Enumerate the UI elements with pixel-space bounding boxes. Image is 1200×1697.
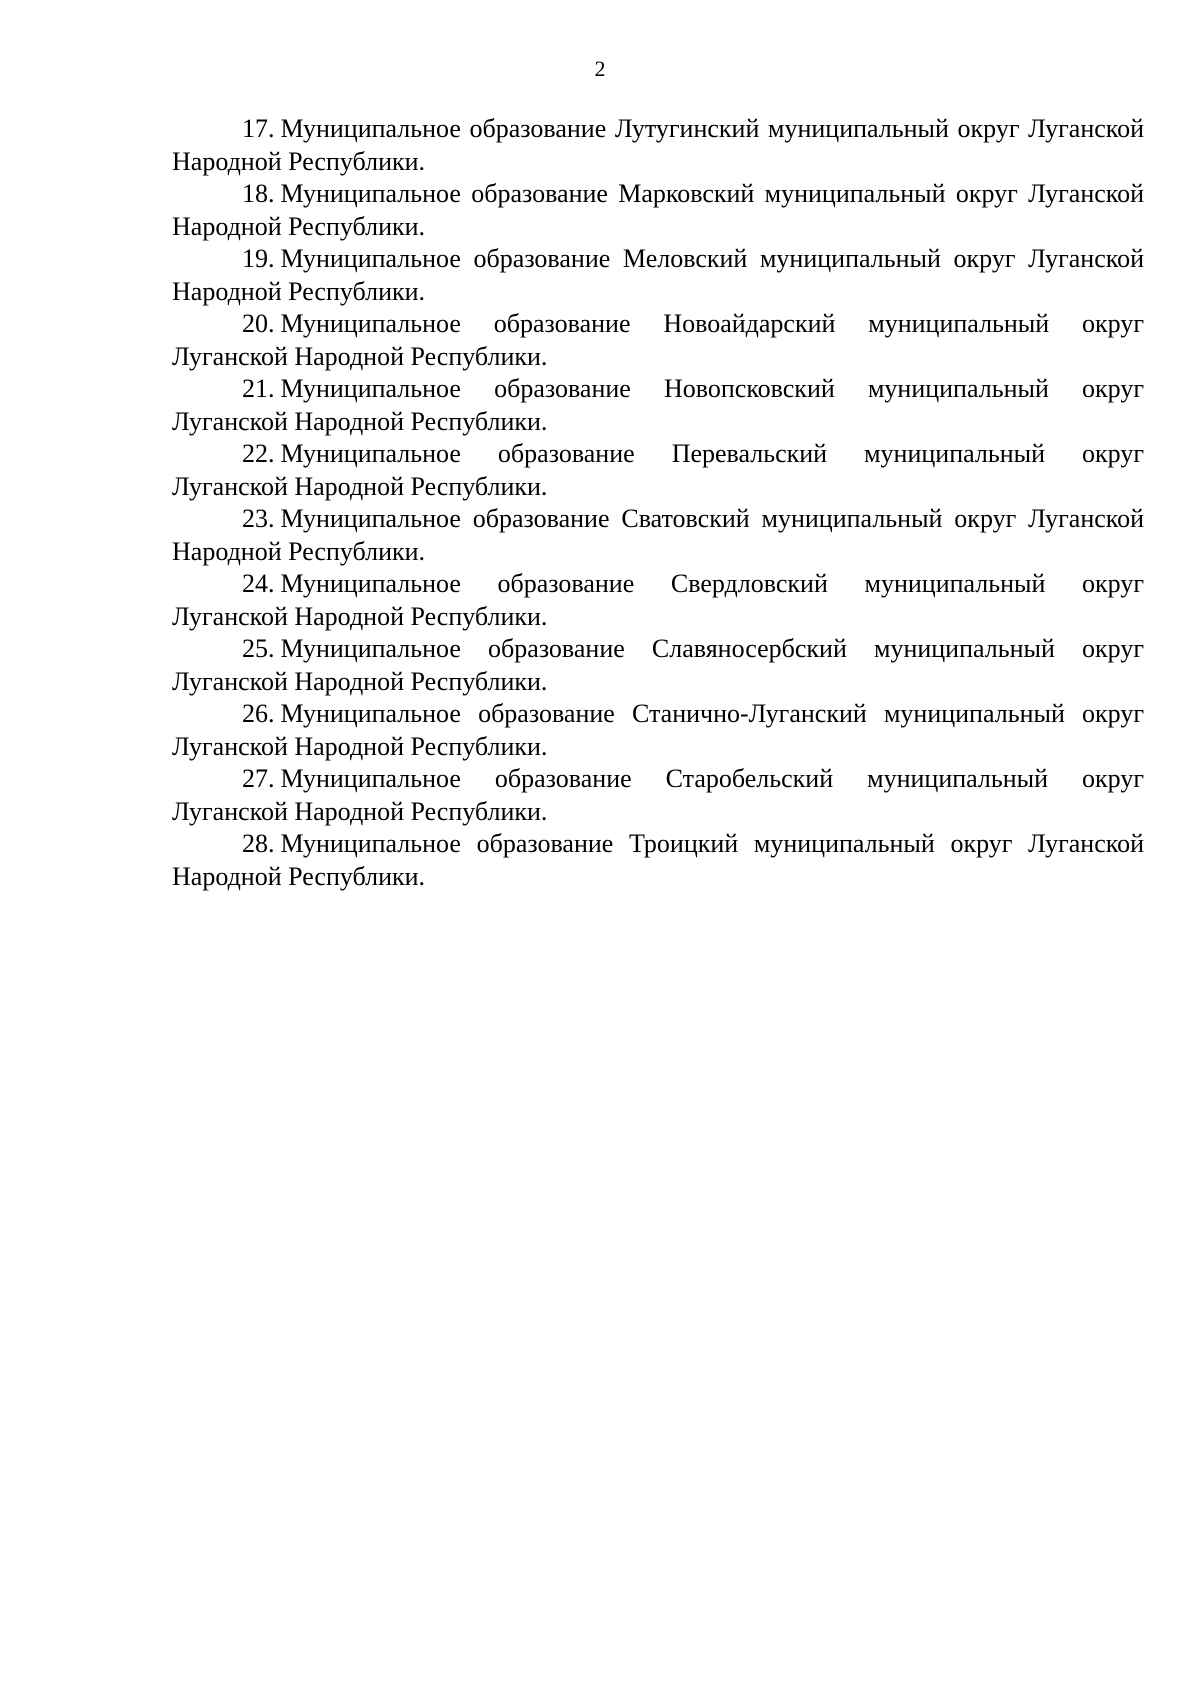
item-text: Муниципальное образование Славяносербский муниципальный округ Луганской Народной Республики.	[172, 634, 1144, 696]
list-item	[172, 763, 1144, 828]
item-text: Муниципальное образование Новоайдарский муниципальный округ Луганской Народной Республики.	[172, 309, 1144, 371]
item-number: 19.	[242, 244, 275, 273]
item-number: 20.	[242, 309, 275, 338]
item-text: Муниципальное образование Новопсковский муниципальный округ Луганской Народной Республики.	[172, 374, 1144, 436]
list-item	[172, 568, 1144, 633]
item-text: Муниципальное образование Меловский муниципальный округ Луганской Народной Республики.	[172, 244, 1144, 306]
page-number: 2	[594, 56, 606, 81]
item-text: Муниципальное образование Марковский муниципальный округ Луганской Народной Республики.	[172, 179, 1144, 241]
list-item	[172, 828, 1144, 893]
list-item	[172, 633, 1144, 698]
item-number: 28.	[242, 829, 275, 858]
item-text: Муниципальное образование Перевальский муниципальный округ Луганской Народной Республики.	[172, 439, 1144, 501]
item-text: Муниципальное образование Троицкий муниципальный округ Луганской Народной Республики.	[172, 829, 1144, 891]
item-number: 18.	[242, 179, 275, 208]
list-item	[172, 308, 1144, 373]
item-number: 27.	[242, 764, 275, 793]
item-text: Муниципальное образование Старобельский муниципальный округ Луганской Народной Республики.	[172, 764, 1144, 826]
item-number: 17.	[242, 114, 275, 143]
list-item	[172, 438, 1144, 503]
item-text: Муниципальное образование Сватовский муниципальный округ Луганской Народной Республики.	[172, 504, 1144, 566]
item-number: 24.	[242, 569, 275, 598]
item-text: Муниципальное образование Станично-Луганский муниципальный округ Луганской Народной Республики.	[172, 699, 1144, 761]
list-item	[172, 503, 1144, 568]
list-item	[172, 373, 1144, 438]
item-text: Муниципальное образование Свердловский муниципальный округ Луганской Народной Республики.	[172, 569, 1144, 631]
item-text: Муниципальное образование Лутугинский муниципальный округ Луганской Народной Республики.	[172, 114, 1144, 176]
list-item	[172, 113, 1144, 178]
list-item	[172, 698, 1144, 763]
list-item	[172, 178, 1144, 243]
item-number: 25.	[242, 634, 275, 663]
item-number: 22.	[242, 439, 275, 468]
list-item	[172, 243, 1144, 308]
municipality-list	[172, 113, 1144, 893]
item-number: 26.	[242, 699, 275, 728]
item-number: 23.	[242, 504, 275, 533]
item-number: 21.	[242, 374, 275, 403]
